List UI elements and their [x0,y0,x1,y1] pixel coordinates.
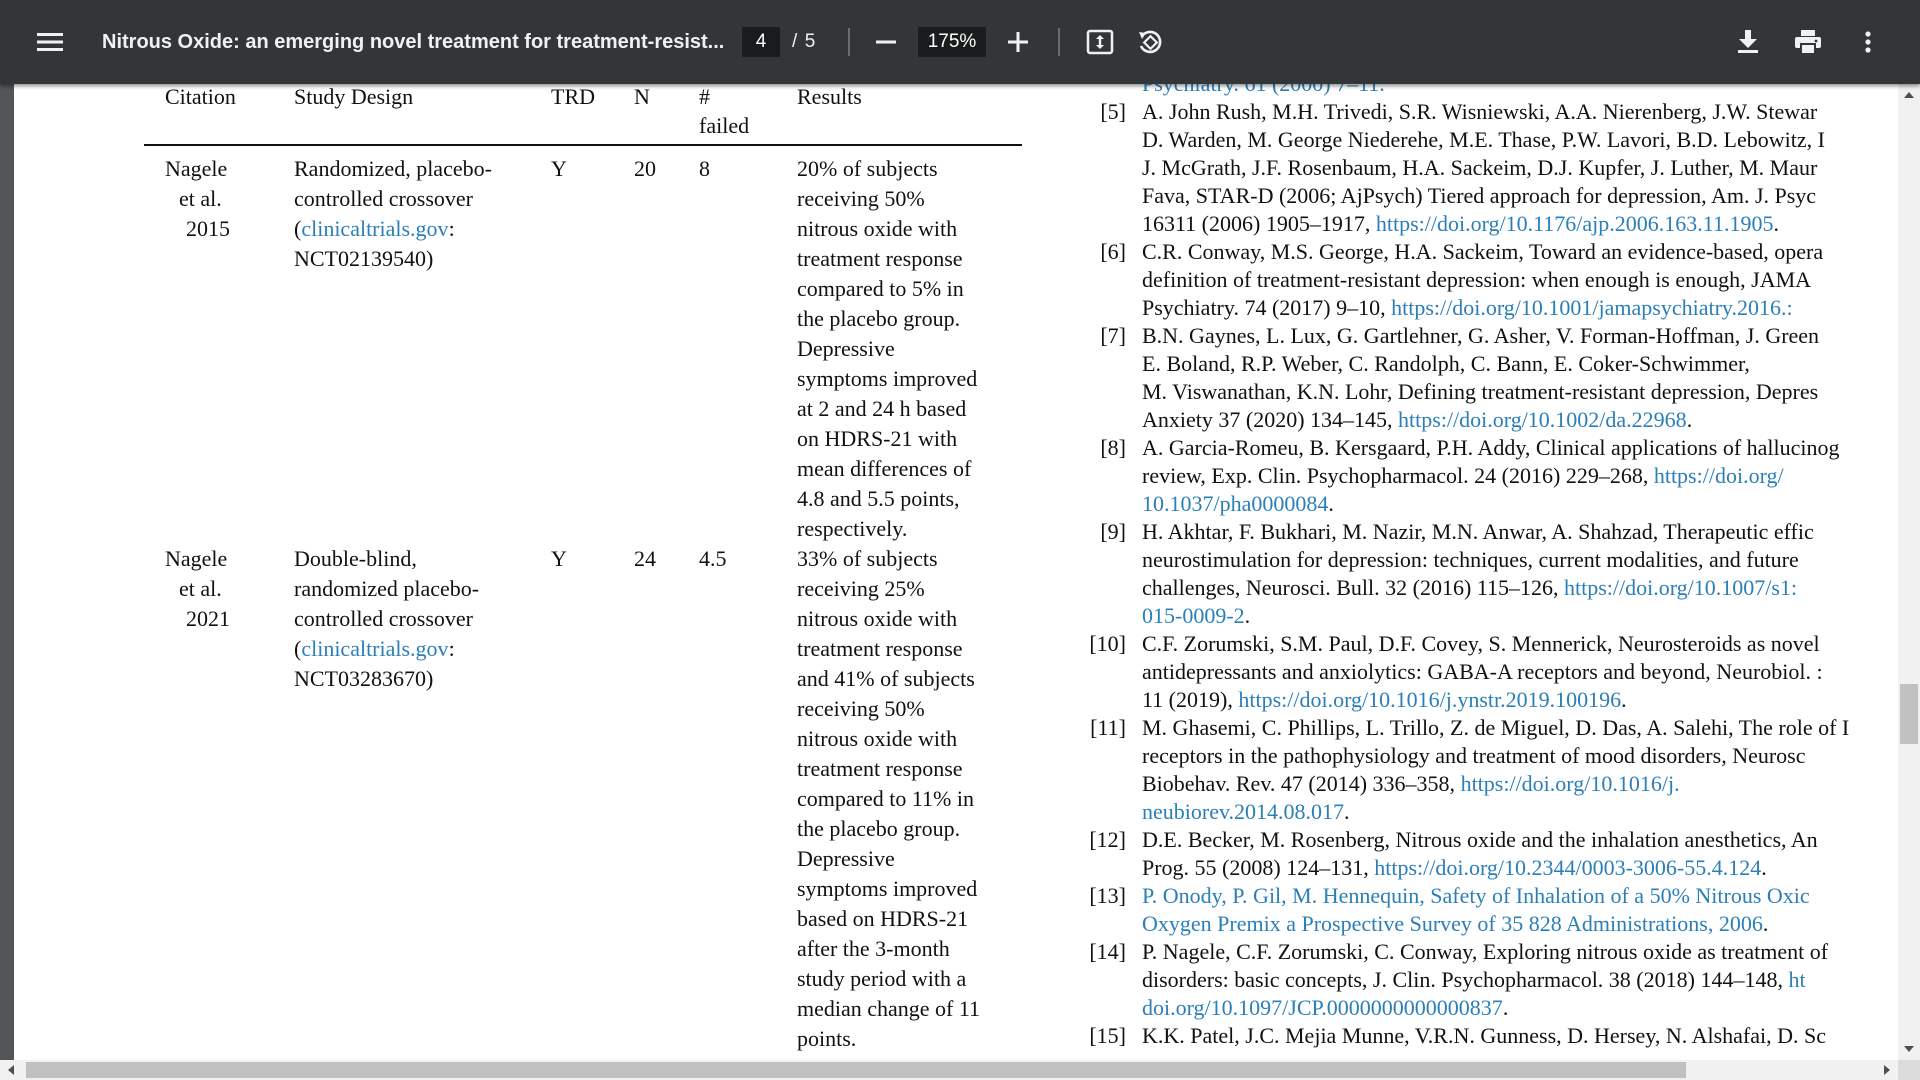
table-cell-design: controlled crossover [294,186,473,211]
clinicaltrials-link[interactable]: clinicaltrials.gov [301,216,449,241]
results-line: study period with a [797,966,967,991]
table-header-failed: failed [699,113,750,138]
reference-text: H. Akhtar, F. Bukhari, M. Nazir, M.N. Anwar, A. Shahzad, Therapeutic effic [1142,519,1814,544]
table-cell-n: 20 [634,156,656,181]
scroll-up-arrow-icon[interactable] [1904,92,1914,98]
toolbar-divider [848,28,850,56]
reference-text: disorders: basic concepts, J. Clin. Psychopharmacol. 38 (2018) 144–148, ht [1142,967,1806,992]
table-cell-citation: 2015 [186,216,230,241]
page-separator: / [792,31,798,52]
reference-number: [12] [1089,827,1126,852]
table-cell-design: NCT02139540) [294,246,434,271]
table-header-failed: # [699,84,710,109]
reference-text: Oxygen Premix a Prospective Survey of 35 828 Administrations, 2006. [1142,911,1769,936]
document-title: Nitrous Oxide: an emerging novel treatment for treatment-resist... [102,30,725,53]
reference-number: [6] [1100,239,1126,264]
plus-icon[interactable] [1000,22,1036,62]
reference-doi-link[interactable]: https://doi.org/10.1016/j.ynstr.2019.100196 [1238,687,1622,712]
reference-doi-link[interactable]: 10.1037/pha0000084 [1142,491,1329,516]
results-line: mean differences of [797,456,972,481]
reference-number: [15] [1089,1023,1126,1048]
results-line: and 41% of subjects [797,666,975,691]
reference-number: [10] [1089,631,1126,656]
results-line: nitrous oxide with [797,216,958,241]
reference-text: A. Garcia-Romeu, B. Kersgaard, P.H. Addy, Clinical applications of hallucinog [1142,435,1840,460]
reference-text: review, Exp. Clin. Psychopharmacol. 24 (2016) 229–268, https://doi.org/ [1142,463,1784,488]
table-cell-citation: Nagele [165,156,228,181]
results-line: based on HDRS-21 [797,906,969,931]
results-line: receiving 50% [797,186,925,211]
reference-doi-link[interactable]: https://doi.org/ [1653,463,1784,488]
reference-text: P. Nagele, C.F. Zorumski, C. Conway, Exploring nitrous oxide as treatment of [1142,939,1829,964]
reference-doi-link[interactable]: https://doi.org/10.1002/da.22968 [1398,407,1687,432]
results-line: the placebo group. [797,816,961,841]
results-line: respectively. [797,516,908,541]
table-cell-design: Randomized, placebo- [294,156,492,181]
results-line: points. [797,1026,857,1051]
print-icon[interactable] [1788,20,1828,64]
results-line: 33% of subjects [797,546,938,571]
reference-doi-link[interactable]: 015-0009-2 [1142,603,1245,628]
reference-number: [9] [1100,519,1126,544]
results-line: median change of 11 [797,996,981,1021]
reference-number: [14] [1089,939,1126,964]
table-cell-design: Double-blind, [294,546,417,571]
reference-text: E. Boland, R.P. Weber, C. Randolph, C. Bann, E. Coker-Schwimmer, [1142,351,1750,376]
rotate-icon[interactable] [1130,20,1170,64]
reference-text: Biobehav. Rev. 47 (2014) 336–358, https://doi.org/10.1016/j. [1142,771,1680,796]
table-cell-design: controlled crossover [294,606,473,631]
reference-text: definition of treatment-resistant depression: when enough is enough, JAMA [1142,267,1812,292]
reference-number: [7] [1100,323,1126,348]
toolbar-divider [1058,28,1060,56]
results-line: symptoms improved [797,366,978,391]
reference-doi-link[interactable]: https://doi.org/10.1007/s1: [1564,575,1798,600]
reference-text: K.K. Patel, J.C. Mejia Munne, V.R.N. Gunness, D. Hersey, N. Alshafai, D. Sc [1142,1023,1826,1048]
results-line: symptoms improved [797,876,978,901]
reference-text: neubiorev.2014.08.017. [1142,799,1350,824]
table-cell-citation: 2021 [186,606,230,631]
table-cell-design: (clinicaltrials.gov: [294,216,455,241]
table-cell-trd: Y [551,156,567,181]
results-line: treatment response [797,246,963,271]
table-cell-citation: et al. [179,186,222,211]
table-cell-design: randomized placebo- [294,576,480,601]
scroll-down-arrow-icon[interactable] [1904,1046,1914,1052]
table-header-trd: TRD [551,84,595,109]
reference-text: A. John Rush, M.H. Trivedi, S.R. Wisniewski, A.A. Nierenberg, J.W. Stewar [1142,99,1818,124]
total-pages: 5 [804,31,816,52]
scroll-right-arrow-icon[interactable] [1884,1065,1890,1075]
reference-text: challenges, Neurosci. Bull. 32 (2016) 115–126, https://doi.org/10.1007/s1: [1142,575,1798,600]
results-line: Depressive [797,336,895,361]
reference-text: Fava, STAR-D (2006; AjPsych) Tiered approach for depression, Am. J. Psyc [1142,183,1817,208]
table-cell-design: NCT03283670) [294,666,434,691]
table-cell-trd: Y [551,546,567,571]
minus-icon[interactable] [868,22,904,62]
hamburger-menu-icon[interactable] [28,22,72,62]
pdf-page [14,84,1898,1060]
results-line: on HDRS-21 with [797,426,958,451]
reference-text: 015-0009-2. [1142,603,1251,628]
fit-page-icon[interactable] [1080,20,1120,64]
reference-text: D. Warden, M. George Niederehe, M.E. Thase, P.W. Lavori, B.D. Lebowitz, I [1142,127,1825,152]
reference-doi-link[interactable]: ht [1788,967,1806,992]
reference-text: neurostimulation for depression: techniques, current modalities, and future [1142,547,1799,572]
results-line: nitrous oxide with [797,606,958,631]
reference-text: Prog. 55 (2008) 124–131, https://doi.org/10.2344/0003-3006-55.4.124. [1142,855,1767,880]
results-line: 20% of subjects [797,156,938,181]
zoom-level-input[interactable]: 175% [918,27,986,57]
reference-link[interactable]: P. Onody, P. Gil, M. Hennequin, Safety of Inhalation of a 50% Nitrous Oxic [1142,883,1810,908]
table-cell-design: (clinicaltrials.gov: [294,636,455,661]
reference-doi-link[interactable]: doi.org/10.1097/JCP.0000000000000837 [1142,995,1503,1020]
reference-text: C.R. Conway, M.S. George, H.A. Sackeim, Toward an evidence-based, opera [1142,239,1824,264]
results-line: receiving 25% [797,576,925,601]
reference-number: [8] [1100,435,1126,460]
pdf-toolbar [0,0,1920,84]
vertical-scrollbar[interactable] [1898,84,1920,1060]
reference-text: doi.org/10.1097/JCP.0000000000000837. [1142,995,1509,1020]
results-line: after the 3-month [797,936,950,961]
results-line: treatment response [797,636,963,661]
reference-doi-link[interactable]: https://doi.org/10.1016/j. [1460,771,1680,796]
results-line: at 2 and 24 h based [797,396,967,421]
reference-number: [13] [1089,883,1126,908]
table-cell-failed: 4.5 [699,546,727,571]
table-cell-citation: et al. [179,576,222,601]
table-header-n: N [634,84,650,109]
reference-number: [11] [1090,715,1126,740]
reference-doi-link[interactable]: https://doi.org/10.1001/jamapsychiatry.2016.: [1391,295,1793,320]
vertical-scrollbar-thumb[interactable] [1900,684,1918,744]
reference-text: 16311 (2006) 1905–1917, https://doi.org/10.1176/ajp.2006.163.11.1905. [1142,211,1779,236]
reference-text: 11 (2019), https://doi.org/10.1016/j.ynstr.2019.100196. [1142,687,1627,712]
reference-text: Anxiety 37 (2020) 134–145, https://doi.org/10.1002/da.22968. [1142,407,1693,432]
reference-doi-link[interactable]: https://doi.org/10.1176/ajp.2006.163.11.1905 [1375,211,1774,236]
reference-text: D.E. Becker, M. Rosenberg, Nitrous oxide and the inhalation anesthetics, An [1142,827,1818,852]
reference-text: receptors in the pathophysiology and treatment of mood disorders, Neurosc [1142,743,1806,768]
reference-doi-link[interactable]: https://doi.org/10.2344/0003-3006-55.4.124 [1374,855,1762,880]
results-line: the placebo group. [797,306,961,331]
scroll-left-arrow-icon[interactable] [8,1065,14,1075]
results-line: compared to 5% in [797,276,964,301]
table-cell-n: 24 [634,546,656,571]
reference-doi-link[interactable]: neubiorev.2014.08.017 [1142,799,1345,824]
reference-text: M. Viswanathan, K.N. Lohr, Defining treatment-resistant depression, Depres [1142,379,1819,404]
scrollbar-corner [1898,1060,1920,1080]
reference-text: J. McGrath, J.F. Rosenbaum, H.A. Sackeim, D.J. Kupfer, J. Luther, M. Maur [1142,155,1818,180]
results-line: compared to 11% in [797,786,974,811]
more-vert-icon[interactable] [1848,20,1888,64]
reference-number: [5] [1100,99,1126,124]
reference-text: 10.1037/pha0000084. [1142,491,1334,516]
table-header-results: Results [797,84,862,109]
table-cell-citation: Nagele [165,546,228,571]
reference-link[interactable]: Oxygen Premix a Prospective Survey of 35 828 Administrations, 2006 [1142,911,1763,936]
table-header-study-design: Study Design [294,84,414,109]
table-header-citation: Citation [165,84,236,109]
reference-text: B.N. Gaynes, L. Lux, G. Gartlehner, G. Asher, V. Forman-Hoffman, J. Green [1142,323,1820,348]
results-line: nitrous oxide with [797,726,958,751]
results-line: Depressive [797,846,895,871]
table-cell-failed: 8 [699,156,710,181]
results-line: receiving 50% [797,696,925,721]
reference-text: C.F. Zorumski, S.M. Paul, D.F. Covey, S. Mennerick, Neurosteroids as novel [1142,631,1820,656]
clinicaltrials-link[interactable]: clinicaltrials.gov [301,636,449,661]
current-page-input[interactable]: 4 [742,27,780,57]
results-line: 4.8 and 5.5 points, [797,486,960,511]
reference-text: Psychiatry. 74 (2017) 9–10, https://doi.org/10.1001/jamapsychiatry.2016.: [1142,295,1793,320]
horizontal-scrollbar-thumb[interactable] [26,1062,1686,1078]
results-line: treatment response [797,756,963,781]
download-icon[interactable] [1728,20,1768,64]
reference-text: M. Ghasemi, C. Phillips, L. Trillo, Z. de Miguel, D. Das, A. Salehi, The role of I [1142,715,1850,740]
reference-text: antidepressants and anxiolytics: GABA-A receptors and beyond, Neurobiol. : [1142,659,1823,684]
table-header-rule [144,144,1022,146]
